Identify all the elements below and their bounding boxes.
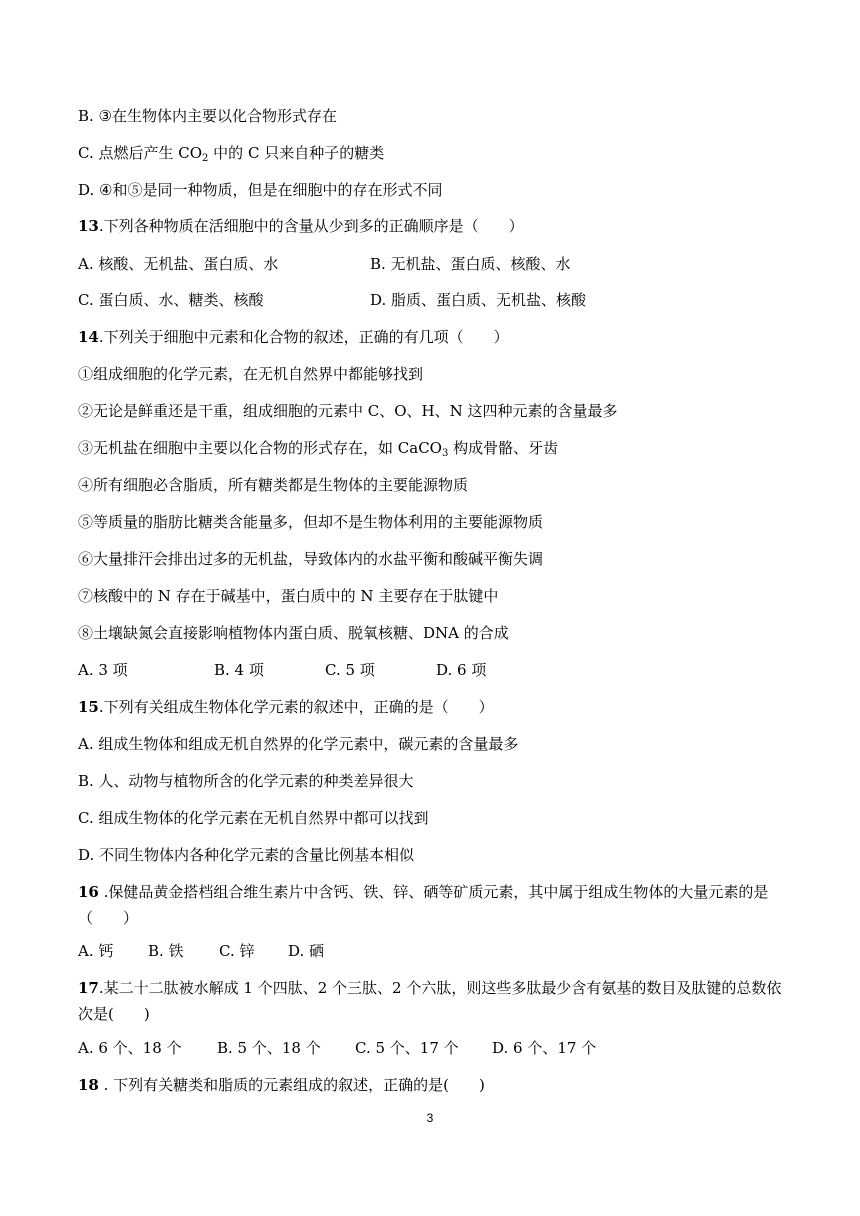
q15-option-b: B. 人、动物与植物所含的化学元素的种类差异很大 [78, 772, 414, 790]
q17-option-a: A. 6 个、18 个 [78, 1039, 182, 1057]
q15-stem: 15.下列有关组成生物体化学元素的叙述中，正确的是（ ） [78, 698, 494, 716]
q17-stem: 17.某二十二肽被水解成 1 个四肽、2 个三肽、2 个六肽，则这些多肽最少含有氨基的数目及肽键的总数依次是( ) [78, 979, 782, 1023]
q14-item-2: ②无论是鲜重还是干重，组成细胞的元素中 C、O、H、N 这四种元素的含量最多 [78, 402, 618, 420]
page-number: 3 [426, 1111, 434, 1125]
q16-option-b: B. 铁 [148, 942, 184, 960]
q12-option-d: D. ④和⑤是同一种物质，但是在细胞中的存在形式不同 [78, 181, 443, 199]
q14-option-d: D. 6 项 [436, 661, 487, 679]
q14-option-a: A. 3 项 [78, 661, 128, 679]
q16-stem: 16 .保健品黄金搭档组合维生素片中含钙、铁、锌、硒等矿质元素，其中属于组成生物体的大量元素的是（ ） [78, 883, 769, 927]
q14-item-4: ④所有细胞必含脂质，所有糖类都是生物体的主要能源物质 [78, 476, 469, 494]
q13-option-d: D. 脂质、蛋白质、无机盐、核酸 [370, 291, 587, 309]
q17-option-b: B. 5 个、18 个 [217, 1039, 321, 1057]
q16-option-c: C. 锌 [219, 942, 255, 960]
q14-option-b: B. 4 项 [214, 661, 264, 679]
q16-options [78, 941, 324, 961]
q13-option-a: A. 核酸、无机盐、蛋白质、水 [78, 255, 279, 273]
q12-option-c: C. 点燃后产生 $CO_2$ 中的 C 只来自种子的糖类 [78, 144, 385, 164]
q14-item-6: ⑥大量排汗会排出过多的无机盐，导致体内的水盐平衡和酸碱平衡失调 [78, 550, 544, 568]
q14-item-1: ①组成细胞的化学元素，在无机自然界中都能够找到 [78, 365, 424, 383]
q13-option-b: B. 无机盐、蛋白质、核酸、水 [370, 255, 571, 273]
q15-option-d: D. 不同生物体内各种化学元素的含量比例基本相似 [78, 846, 415, 864]
q17-options [78, 1038, 596, 1058]
q14-options [78, 660, 486, 680]
q16-option-d: D. 硒 [288, 942, 325, 960]
q12-option-b: B. ③在生物体内主要以化合物形式存在 [78, 107, 338, 125]
q15-option-c: C. 组成生物体的化学元素在无机自然界中都可以找到 [78, 809, 429, 827]
q13-options-row2 [78, 290, 586, 310]
q14-item-7: ⑦核酸中的 N 存在于碱基中，蛋白质中的 N 主要存在于肽键中 [78, 587, 499, 605]
q13-stem: 13.下列各种物质在活细胞中的含量从少到多的正确顺序是（ ） [78, 217, 524, 235]
q13-options-row1 [78, 254, 571, 274]
q18-stem: 18 . 下列有关糖类和脂质的元素组成的叙述，正确的是( ) [78, 1076, 485, 1094]
q16-option-a: A. 钙 [78, 942, 114, 960]
q14-item-3: ③无机盐在细胞中主要以化合物的形式存在，如 CaCO$_3$ 构成骨骼、牙齿 [78, 439, 559, 459]
q14-item-8: ⑧土壤缺氮会直接影响植物体内蛋白质、脱氧核糖、DNA 的合成 [78, 624, 509, 642]
q13-option-c: C. 蛋白质、水、糖类、核酸 [78, 291, 264, 309]
q14-stem: 14.下列关于细胞中元素和化合物的叙述，正确的有几项（ ） [78, 328, 509, 346]
q14-item-5: ⑤等质量的脂肪比糖类含能量多，但却不是生物体利用的主要能源物质 [78, 513, 544, 531]
q15-option-a: A. 组成生物体和组成无机自然界的化学元素中，碳元素的含量最多 [78, 735, 519, 753]
q14-option-c: C. 5 项 [325, 661, 375, 679]
q17-option-d: D. 6 个、17 个 [492, 1039, 597, 1057]
q17-option-c: C. 5 个、17 个 [355, 1039, 459, 1057]
